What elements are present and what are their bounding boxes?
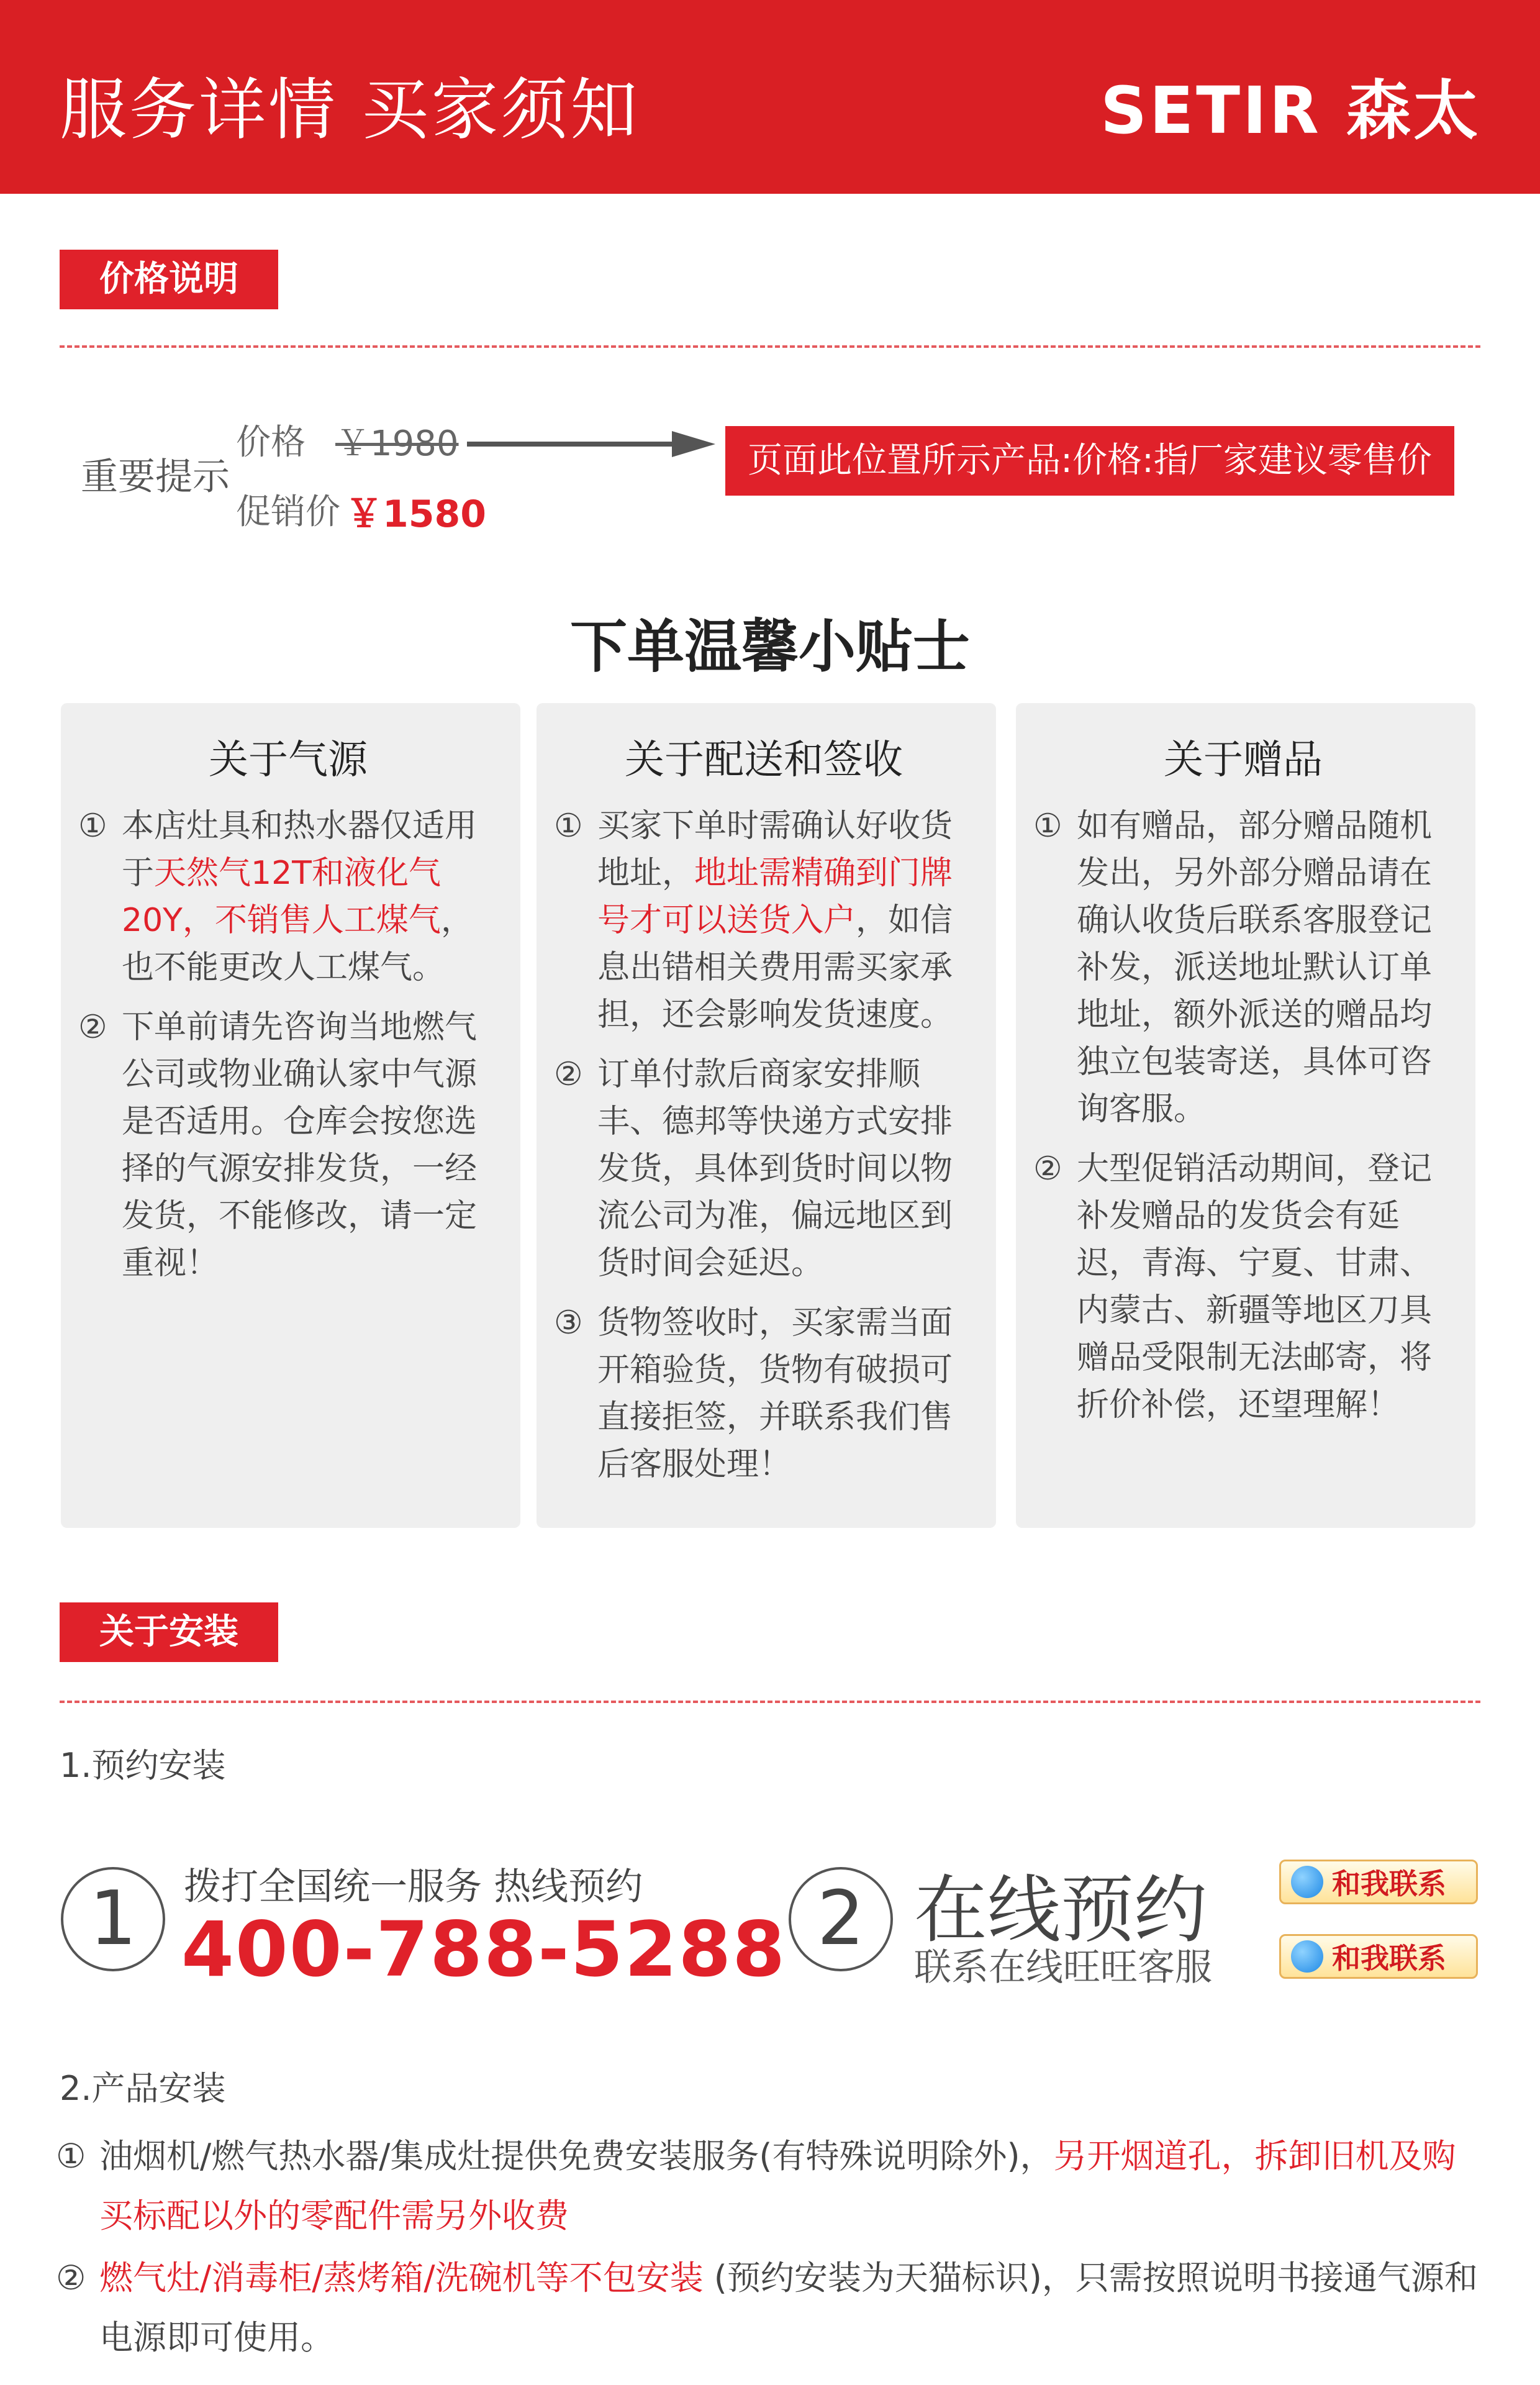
card-title: 关于配送和签收: [625, 737, 903, 783]
brand-logo: SETIR 森太: [1100, 73, 1480, 148]
item-text: 油烟机/燃气热水器/集成灶提供免费安装服务(有特殊说明除外)，另开烟道孔，拆卸旧机及购买标配以外的零配件需另外收费: [99, 2137, 1456, 2235]
list-item: [78, 1004, 498, 1287]
card-title: 关于气源: [209, 737, 368, 783]
step2-label: 2.产品安装: [60, 2069, 226, 2108]
item-number: ②: [78, 1009, 107, 1046]
hotline-number[interactable]: 400-788-5288: [181, 1906, 787, 1994]
divider: [60, 1701, 1480, 1703]
arrow-right-icon: [467, 429, 715, 460]
item-text: 燃气灶/消毒柜/蒸烤箱/洗碗机等不包安装 (预约安装为天猫标识)，只需按照说明书接通气源和电源即可使用。: [99, 2258, 1478, 2357]
item-number: ①: [78, 807, 107, 845]
item-number: ②: [554, 1056, 583, 1093]
step-circle-1: 1: [61, 1867, 165, 1971]
list-item: [554, 1051, 974, 1287]
step1-label: 1.预约安装: [60, 1746, 226, 1785]
item-text: 订单付款后商家安排顺丰、德邦等快递方式安排发货，具体到货时间以物流公司为准，偏远地区到货时间会延迟。: [597, 1056, 953, 1282]
item-text: 货物签收时，买家需当面开箱验货，货物有破损可直接拒签，并联系我们售后客服处理！: [597, 1304, 953, 1483]
item-text: 本店灶具和热水器仅适用于天然气12T和液化气20Y，不销售人工煤气，也不能更改人工煤气。: [122, 807, 478, 986]
item-number: ②: [1033, 1150, 1062, 1188]
item-number: ①: [56, 2137, 86, 2176]
wangwang-icon: [1291, 1940, 1323, 1973]
price-section-tag: 价格说明: [60, 250, 278, 309]
item-text: 买家下单时需确认好收货地址，地址需精确到门牌号才可以送货入户，如信息出错相关费用需买家承担，还会影响发货速度。: [597, 807, 953, 1034]
list-item: [1033, 1145, 1453, 1429]
install-note: [56, 2248, 1484, 2368]
item-text: 下单前请先咨询当地燃气公司或物业确认家中气源是否适用。仓库会按您选择的气源安排发货，一经发货，不能修改，请一定重视！: [122, 1009, 478, 1282]
contact-me-button[interactable]: [1279, 1934, 1478, 1979]
item-number: ①: [554, 807, 583, 845]
item-number: ③: [554, 1304, 583, 1342]
wangwang-icon: [1291, 1866, 1323, 1898]
contact-me-label: 和我联系: [1332, 1867, 1446, 1901]
contact-me-button[interactable]: [1279, 1860, 1478, 1904]
list-item: [1033, 802, 1453, 1133]
item-number: ②: [56, 2258, 86, 2297]
important-tip-label: 重要提示: [81, 455, 230, 499]
card-gas-source: [61, 703, 520, 1528]
contact-me-label: 和我联系: [1332, 1942, 1446, 1975]
step-circle-2: 2: [789, 1867, 893, 1971]
price-label: 价格: [236, 422, 306, 463]
item-text: 如有赠品，部分赠品随机发出，另外部分赠品请在确认收货后联系客服登记补发，派送地址默认订单地址，额外派送的赠品均独立包装寄送，具体可咨询客服。: [1077, 807, 1433, 1128]
list-item: [554, 802, 974, 1038]
item-text: 大型促销活动期间，登记补发赠品的发货会有延迟，青海、宁夏、甘肃、内蒙古、新疆等地区刀具赠品受限制无法邮寄，将折价补偿，还望理解！: [1077, 1150, 1433, 1424]
card-gifts: [1016, 703, 1475, 1528]
card-delivery: [537, 703, 996, 1528]
promo-price: ￥1580: [345, 493, 486, 536]
card-title: 关于赠品: [1164, 737, 1323, 783]
install-section-tag: 关于安装: [60, 1602, 278, 1662]
online-booking-title: 在线预约: [914, 1867, 1208, 1953]
list-item: [554, 1299, 974, 1488]
divider: [60, 345, 1480, 348]
install-note: [56, 2127, 1484, 2246]
page-title: 服务详情 买家须知: [60, 71, 640, 149]
hotline-caption: 拨打全国统一服务 热线预约: [184, 1865, 643, 1909]
item-number: ①: [1033, 807, 1062, 845]
promo-price-label: 促销价: [236, 492, 340, 532]
price-note-banner: 页面此位置所示产品:价格:指厂家建议零售价: [725, 426, 1454, 496]
original-price: ￥1980: [335, 424, 459, 464]
list-item: [78, 802, 498, 991]
online-booking-subtitle: 联系在线旺旺客服: [914, 1946, 1212, 1989]
tips-title: 下单温馨小贴士: [569, 614, 970, 680]
